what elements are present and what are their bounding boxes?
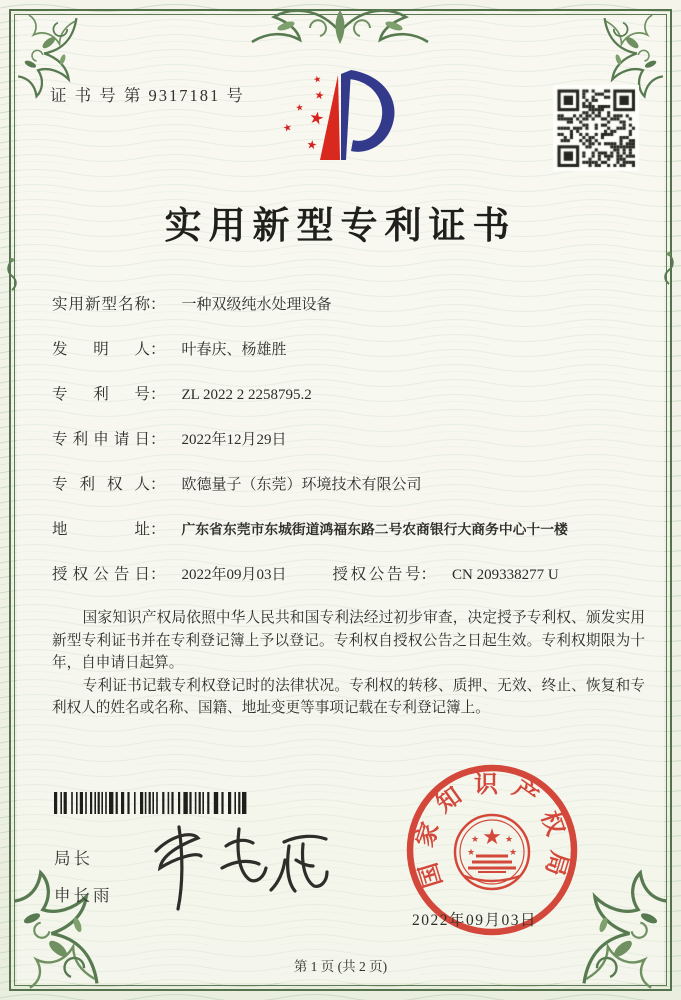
field-label: 专利号 (52, 386, 150, 403)
svg-text:★: ★ (312, 73, 323, 85)
field-colon: ： (150, 476, 166, 493)
field-row-patentee (52, 472, 647, 517)
field-colon: ： (150, 296, 166, 313)
field-row-filing-date (52, 427, 647, 472)
svg-text:★: ★ (307, 107, 327, 130)
field-value-grant-number: CN 209338277 U (452, 567, 559, 583)
field-label: 授权公告号 (332, 566, 421, 583)
field-value-name: 一种双级纯水处理设备 (181, 297, 332, 313)
field-colon: ： (150, 431, 166, 448)
field-label: 授权公告日 (52, 566, 150, 583)
field-value-patentee: 欧德量子（东莞）环境技术有限公司 (181, 477, 422, 493)
certificate-number: 证 书 号 第 9317181 号 (50, 86, 245, 105)
certificate-body (52, 607, 645, 720)
svg-text:★: ★ (466, 847, 476, 857)
svg-text:★: ★ (294, 101, 305, 113)
svg-text:★: ★ (470, 834, 480, 844)
barcode (54, 792, 250, 814)
svg-text:★: ★ (313, 89, 326, 103)
seal-text: 国家知识产权局 (412, 771, 572, 891)
body-paragraph-1: 国家知识产权局依照中华人民共和国专利法经过初步审查，决定授予专利权、颁发实用新型专利证书并在专利登记簿上予以登记。专利权自授权公告之日起生效。专利权期限为十年，自申请日起算。 (52, 610, 645, 672)
field-row-name (52, 292, 647, 337)
field-colon: ： (150, 566, 166, 583)
certificate-title: 实用新型专利证书 (164, 206, 517, 247)
svg-text:★: ★ (508, 847, 518, 857)
field-value-address: 广东省东莞市东城街道鸿福东路二号农商银行大商务中心十一楼 (181, 522, 568, 537)
field-colon: ： (150, 521, 166, 538)
svg-text:★: ★ (281, 121, 294, 135)
field-colon: ： (150, 386, 166, 403)
field-value-patent-number: ZL 2022 2 2258795.2 (181, 387, 312, 403)
field-row-grant (52, 562, 647, 607)
field-value-inventor: 叶春庆、杨雄胜 (181, 342, 287, 358)
qr-code (553, 85, 639, 171)
svg-text:★: ★ (482, 824, 502, 849)
field-value-grant-date: 2022年09月03日 (181, 567, 287, 583)
field-label: 发明人 (52, 341, 150, 358)
field-label: 专利申请日 (52, 431, 150, 448)
field-value-filing-date: 2022年12月29日 (181, 432, 287, 448)
body-paragraph-2: 专利证书记载专利权登记时的法律状况。专利权的转移、质押、无效、终止、恢复和专利权人的姓名或名称、国籍、地址变更等事项记载在专利登记簿上。 (52, 677, 645, 717)
grant-number-pair (333, 566, 559, 583)
field-colon: ： (150, 341, 166, 358)
field-row-patent-number (52, 382, 647, 427)
handwritten-signature (138, 815, 353, 920)
field-label: 地址 (52, 521, 150, 538)
field-row-inventor (52, 337, 647, 382)
field-label: 实用新型名称 (52, 296, 150, 313)
svg-text:★: ★ (305, 137, 319, 153)
field-label: 专利权人 (52, 476, 150, 493)
commissioner-name: 申长雨 (54, 886, 113, 905)
seal-date: 2022年09月03日 (412, 912, 538, 929)
field-colon: ： (420, 566, 437, 583)
page-footer: 第 1 页 (共 2 页) (293, 959, 388, 974)
field-list (52, 292, 647, 607)
field-row-address (52, 517, 647, 562)
cnipa-logo-icon (272, 56, 408, 178)
svg-text:★: ★ (504, 834, 514, 844)
commissioner-title: 局长 (54, 849, 93, 868)
national-emblem (455, 815, 529, 889)
